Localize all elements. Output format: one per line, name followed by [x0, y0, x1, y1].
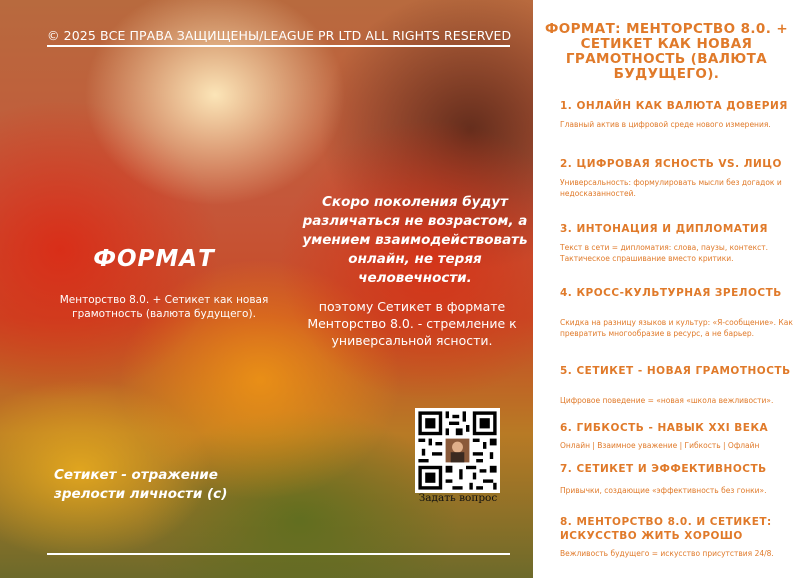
- section-text: Текст в сети = дипломатия: слова, паузы, контекст. Тактическое спрашивание вместо критики.: [560, 243, 769, 263]
- quote-subtext: поэтому Сетикет в формате Менторство 8.0. - стремление к универсальной ясности.: [307, 299, 517, 348]
- qr-caption[interactable]: Задать вопрос: [418, 492, 498, 504]
- section-heading: 6. ГИБКОСТЬ - НАВЫК XXI ВЕКА: [560, 422, 769, 434]
- bottom-divider: [47, 553, 510, 555]
- section-heading: 1. ОНЛАЙН КАК ВАЛЮТА ДОВЕРИЯ: [560, 100, 788, 112]
- section-8: [560, 515, 800, 559]
- section-text: Цифровое поведение = «новая «школа вежливости».: [560, 396, 774, 405]
- qr-code[interactable]: [415, 408, 500, 493]
- section-heading: 8. МЕНТОРСТВО 8.0. И СЕТИКЕТ: ИСКУССТВО ЖИТЬ ХОРОШО: [560, 516, 772, 542]
- format-title: ФОРМАТ: [93, 246, 215, 272]
- contents-panel: [533, 0, 800, 578]
- section-text: Универсальность: формулировать мысли без догадок и недосказанностей.: [560, 178, 782, 198]
- section-7: [560, 462, 800, 496]
- section-4: [560, 286, 800, 339]
- section-text: Привычки, создающие «эффективность без гонки».: [560, 486, 767, 495]
- section-5: [560, 364, 800, 406]
- top-divider: [47, 45, 510, 47]
- section-text: Скидка на разницу языков и культур: «Я-сообщение». Как превратить многообразие в ресурс, а не барьер.: [560, 318, 793, 338]
- section-heading: 3. ИНТОНАЦИЯ И ДИПЛОМАТИЯ: [560, 223, 768, 235]
- section-2: [560, 157, 800, 199]
- format-subtitle: Менторство 8.0. + Сетикет как новая грамотность (валюта будущего).: [59, 294, 269, 320]
- quote-text: Скоро поколения будут различаться не возрастом, а умением взаимодействовать онлайн, не теряя человечности.: [302, 194, 528, 286]
- section-text: Главный актив в цифровой среде нового измерения.: [560, 120, 771, 129]
- section-heading: 7. СЕТИКЕТ И ЭФФЕКТИВНОСТЬ: [560, 463, 767, 475]
- section-heading: 4. КРОСС-КУЛЬТУРНАЯ ЗРЕЛОСТЬ: [560, 287, 782, 299]
- section-text: Онлайн | Взаимное уважение | Гибкость | Офлайн: [560, 441, 760, 450]
- contents-title: ФОРМАТ: МЕНТОРСТВО 8.0. + СЕТИКЕТ КАК НОВАЯ ГРАМОТНОСТЬ (ВАЛЮТА БУДУЩЕГО).: [544, 21, 789, 82]
- section-heading: 2. ЦИФРОВАЯ ЯСНОСТЬ VS. ЛИЦО: [560, 158, 782, 170]
- section-heading: 5. СЕТИКЕТ - НОВАЯ ГРАМОТНОСТЬ: [560, 365, 791, 377]
- slogan-text: Сетикет - отражение зрелости личности (c): [54, 467, 228, 502]
- section-3: [560, 222, 800, 264]
- section-6: [560, 421, 800, 451]
- section-text: Вежливость будущего = искусство присутствия 24/8.: [560, 549, 774, 558]
- copyright-text: © 2025 ВСЕ ПРАВА ЗАЩИЩЕНЫ/LEAGUE PR LTD ALL RIGHTS RESERVED: [47, 28, 512, 43]
- section-1: [560, 99, 800, 130]
